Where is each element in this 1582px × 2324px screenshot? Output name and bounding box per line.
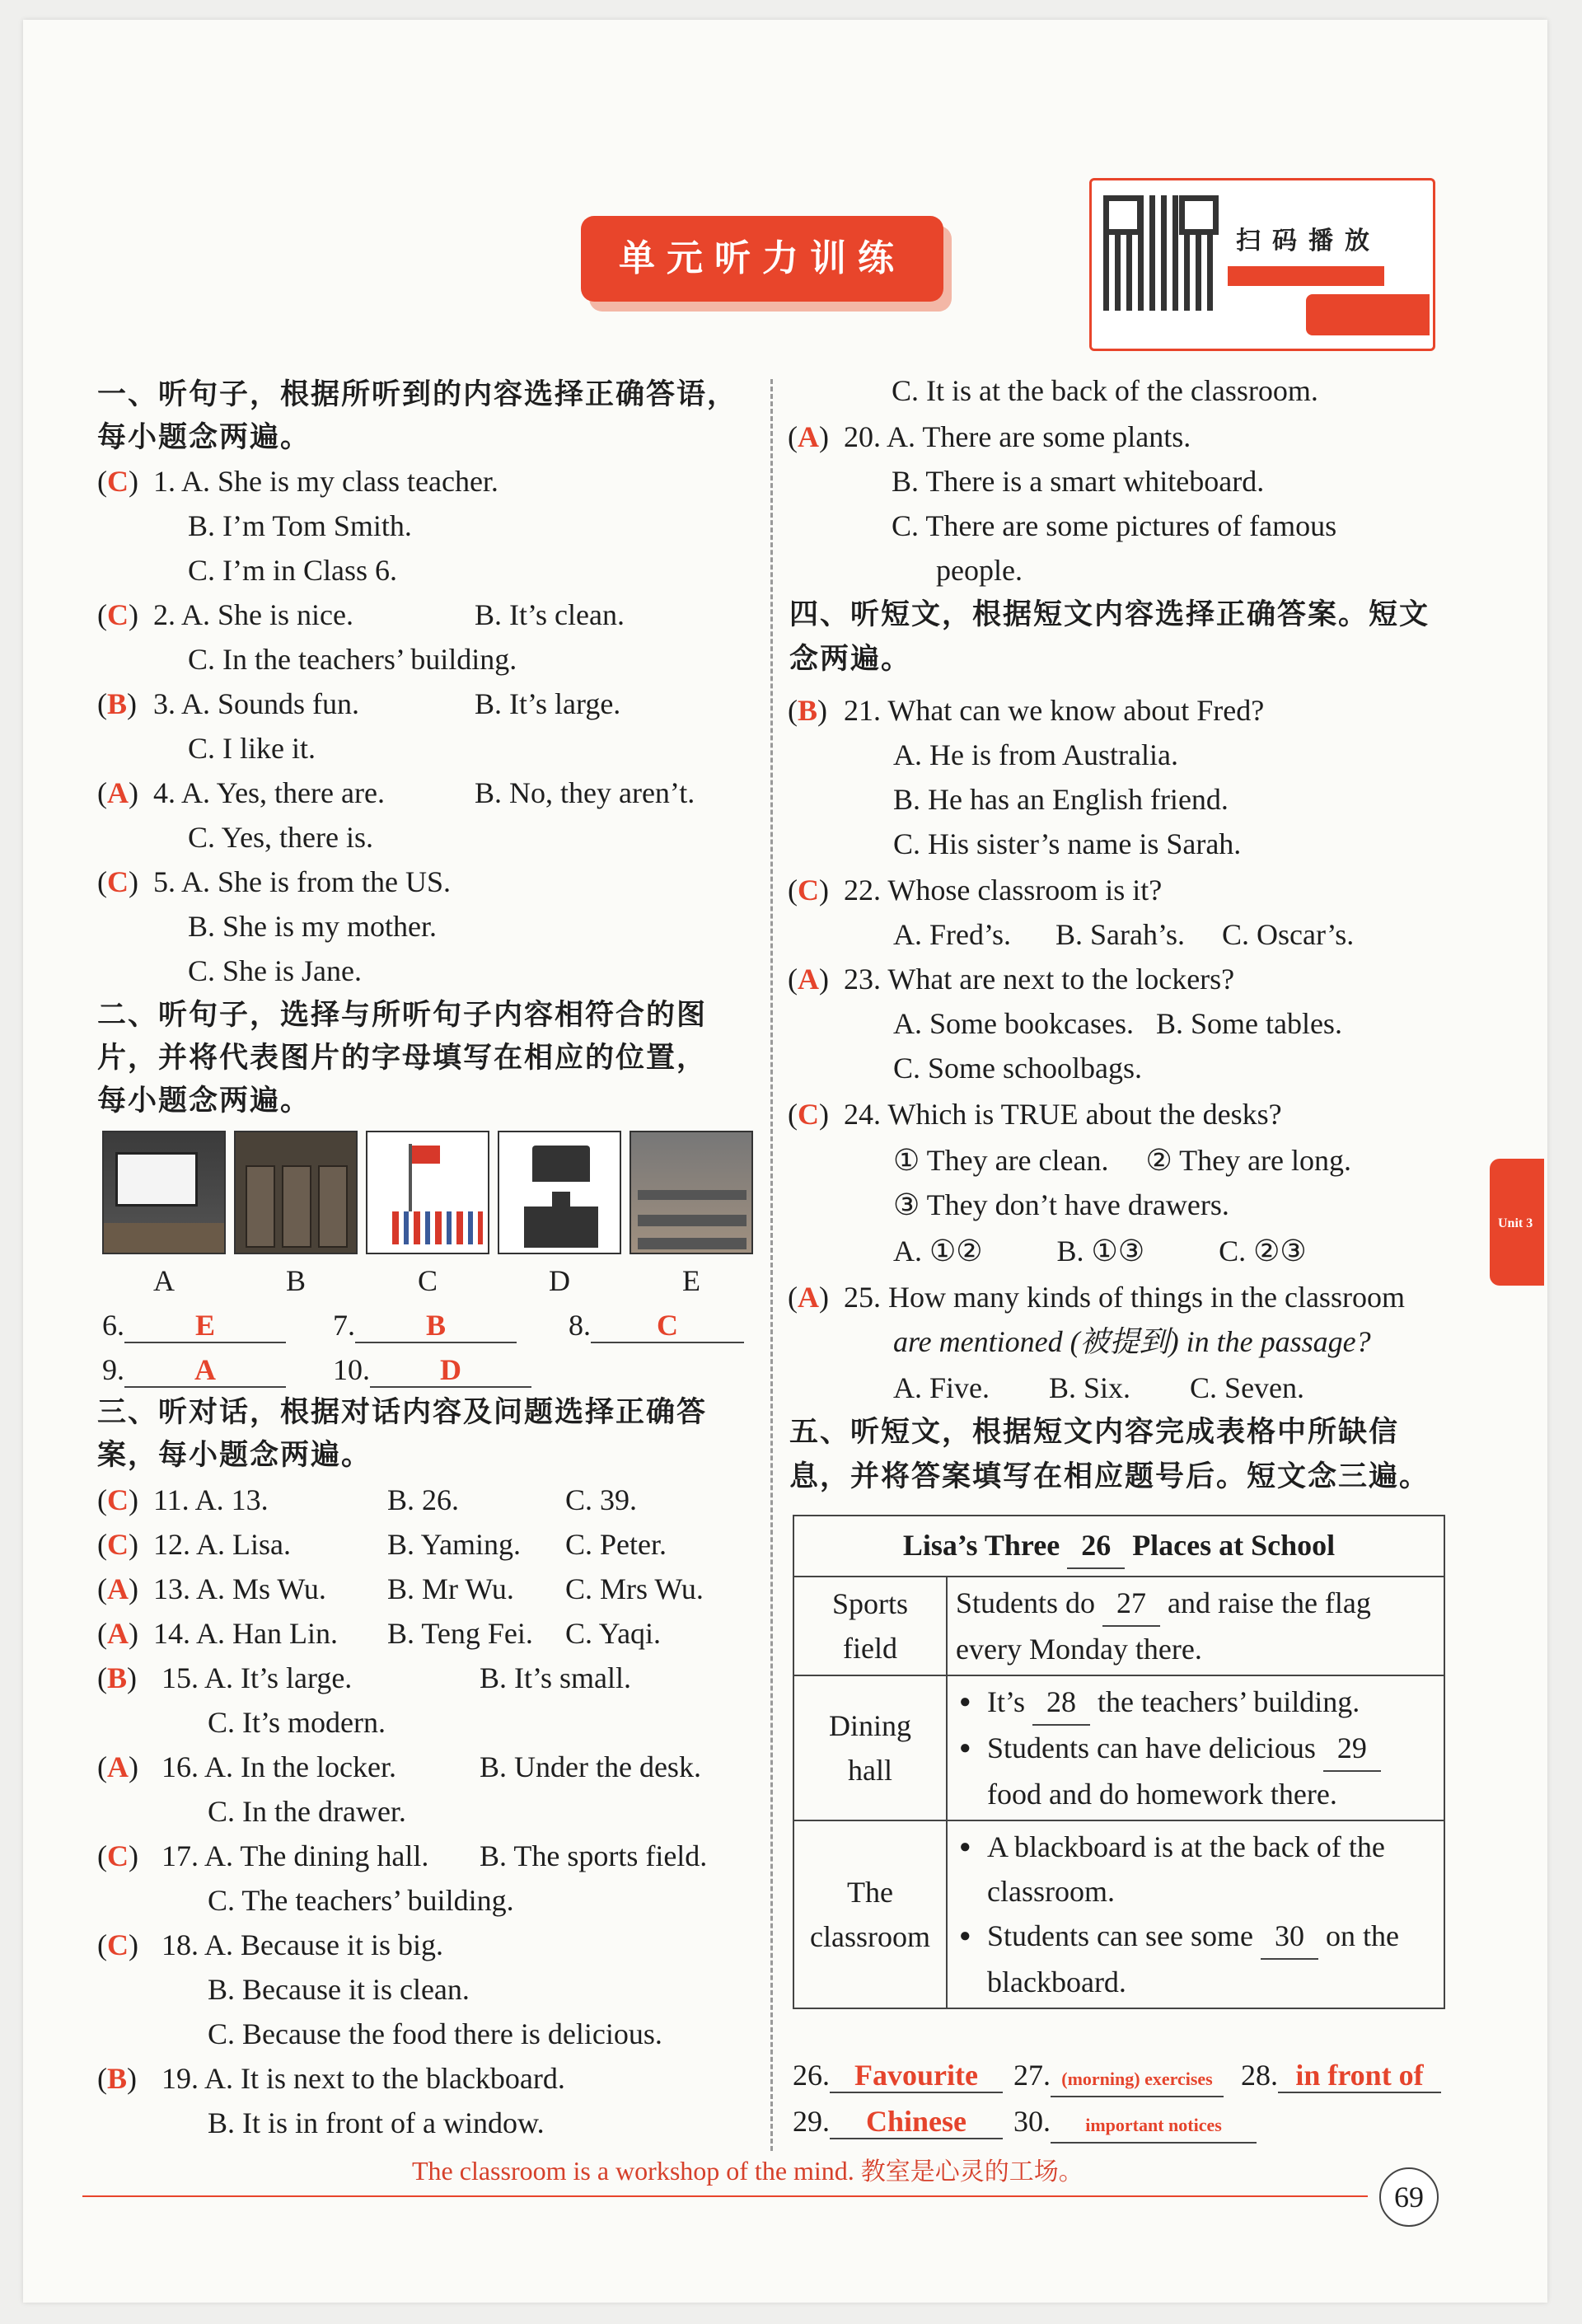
row-content-sports-field: Students do 27 and raise the flag every Monday there. bbox=[947, 1577, 1444, 1675]
q21-b: B. He has an English friend. bbox=[893, 783, 1229, 816]
q20-c: C. There are some pictures of famous bbox=[892, 509, 1337, 542]
q24: 24. Which is TRUE about the desks? bbox=[844, 1098, 1282, 1131]
q18-b: B. Because it is clean. bbox=[208, 1973, 470, 2006]
blank-10: 10. D bbox=[333, 1350, 531, 1389]
answer-paren: (A) bbox=[97, 776, 138, 809]
q11-a: 11. A. 13. bbox=[153, 1483, 269, 1516]
q21: 21. What can we know about Fred? bbox=[844, 694, 1265, 727]
qr-label: 扫码播放 bbox=[1236, 227, 1381, 255]
picture-label: E bbox=[682, 1264, 700, 1297]
q25-cont: are mentioned (被提到) in the passage? bbox=[893, 1325, 1371, 1358]
q13-c: C. Mrs Wu. bbox=[565, 1572, 704, 1605]
qr-decoration bbox=[1228, 266, 1384, 286]
q20-a: 20. A. There are some plants. bbox=[844, 420, 1191, 453]
q19-a: 19. A. It is next to the blackboard. bbox=[161, 2062, 565, 2095]
q18-c: C. Because the food there is delicious. bbox=[208, 2017, 662, 2050]
answer-30: 30. important notices bbox=[1013, 2101, 1257, 2144]
q22-options: A. Fred’s. B. Sarah’s. C. Oscar’s. bbox=[893, 918, 1355, 951]
answer-paren: (C) bbox=[97, 1483, 138, 1516]
picture-label: D bbox=[549, 1264, 570, 1297]
table-title: Lisa’s Three 26 Places at School bbox=[793, 1516, 1444, 1577]
q23: 23. What are next to the lockers? bbox=[844, 963, 1235, 996]
page-number: 69 bbox=[1379, 2167, 1439, 2227]
s3-heading: 案，每小题念两遍。 bbox=[97, 1439, 372, 1472]
q4-a: 4. A. Yes, there are. bbox=[153, 776, 385, 809]
answer-27: 27. (morning) exercises bbox=[1013, 2055, 1224, 2097]
q19-b: B. It is in front of a window. bbox=[208, 2106, 545, 2139]
info-table bbox=[793, 1515, 1445, 2009]
q21-c: C. His sister’s name is Sarah. bbox=[893, 827, 1242, 860]
q12-b: B. Yaming. bbox=[387, 1528, 522, 1561]
q2-b: B. It’s clean. bbox=[475, 598, 625, 631]
q24-statement-3: ③ They don’t have drawers. bbox=[893, 1188, 1229, 1221]
answer-26: 26. Favourite bbox=[793, 2055, 1003, 2095]
q16-a: 16. A. In the locker. bbox=[161, 1750, 396, 1783]
q1-a: 1. A. She is my class teacher. bbox=[153, 465, 498, 498]
q1-b: B. I’m Tom Smith. bbox=[188, 509, 412, 542]
answer-paren: (A) bbox=[97, 1750, 138, 1783]
q16-b: B. Under the desk. bbox=[480, 1750, 701, 1783]
qr-decoration bbox=[1306, 294, 1430, 335]
answer-paren: (C) bbox=[97, 1528, 138, 1561]
q4-b: B. No, they aren’t. bbox=[475, 776, 695, 809]
q19-c: C. It is at the back of the classroom. bbox=[892, 374, 1318, 407]
answer-paren: (A) bbox=[788, 1281, 829, 1314]
q3-a: 3. A. Sounds fun. bbox=[153, 687, 360, 720]
answer-28: 28. in front of bbox=[1241, 2055, 1441, 2095]
q25: 25. How many kinds of things in the classroom bbox=[844, 1281, 1405, 1314]
q14-b: B. Teng Fei. bbox=[387, 1617, 533, 1650]
answer-paren: (C) bbox=[788, 874, 829, 907]
answer-paren: (C) bbox=[788, 1098, 829, 1131]
q25-options: A. Five. B. Six. C. Seven. bbox=[893, 1371, 1305, 1404]
q5-b: B. She is my mother. bbox=[188, 910, 438, 943]
s2-heading: 片，并将代表图片的字母填写在相应的位置， bbox=[97, 1042, 708, 1075]
q3-b: B. It’s large. bbox=[475, 687, 621, 720]
answer-paren: (B) bbox=[97, 687, 138, 720]
q5-c: C. She is Jane. bbox=[188, 954, 362, 987]
s2-heading: 每小题念两遍。 bbox=[97, 1085, 311, 1117]
s1-heading: 每小题念两遍。 bbox=[97, 421, 311, 454]
answer-paren: (A) bbox=[788, 963, 829, 996]
blank-9: 9. A bbox=[102, 1350, 286, 1389]
row-label-classroom: The classroom bbox=[793, 1820, 947, 2008]
qr-panel[interactable] bbox=[1089, 178, 1435, 351]
q12-c: C. Peter. bbox=[565, 1528, 667, 1561]
answer-paren: (C) bbox=[97, 1839, 138, 1872]
q16-c: C. In the drawer. bbox=[208, 1795, 406, 1828]
answer-paren: (A) bbox=[97, 1572, 138, 1605]
answer-paren: (C) bbox=[97, 598, 138, 631]
answer-29: 29. Chinese bbox=[793, 2101, 1003, 2141]
row-content-classroom: ● A blackboard is at the back of the classroom. ● Students can see some 30 on the blackboard. bbox=[947, 1820, 1444, 2008]
answer-paren: (A) bbox=[97, 1617, 138, 1650]
q11-b: B. 26. bbox=[387, 1483, 460, 1516]
answer-paren: (B) bbox=[97, 2062, 138, 2095]
blank-8: 8. C bbox=[569, 1305, 744, 1345]
q20-b: B. There is a smart whiteboard. bbox=[892, 465, 1265, 498]
q15-a: 15. A. It’s large. bbox=[161, 1661, 353, 1694]
s4-heading: 四、听短文，根据短文内容选择正确答案。短文 bbox=[789, 598, 1430, 631]
picture-lockers bbox=[234, 1131, 358, 1254]
q11-c: C. 39. bbox=[565, 1483, 638, 1516]
picture-label: C bbox=[417, 1264, 438, 1297]
q24-options: A. ①② B. ①③ C. ②③ bbox=[893, 1235, 1307, 1267]
blank-6: 6. E bbox=[102, 1305, 286, 1345]
section-title: 单元听力训练 bbox=[581, 216, 943, 302]
footer-motto: The classroom is a workshop of the mind. 教室是心灵的工场。 bbox=[412, 2156, 1084, 2186]
q21-a: A. He is from Australia. bbox=[893, 738, 1178, 771]
picture-flag-raising bbox=[366, 1131, 489, 1254]
q20-c-cont: people. bbox=[936, 554, 1023, 587]
q17-b: B. The sports field. bbox=[480, 1839, 708, 1872]
q15-c: C. It’s modern. bbox=[208, 1706, 386, 1739]
q23-ab: A. Some bookcases. B. Some tables. bbox=[893, 1007, 1342, 1040]
qr-code-icon[interactable] bbox=[1103, 195, 1219, 311]
q22: 22. Whose classroom is it? bbox=[844, 874, 1163, 907]
picture-label: B bbox=[285, 1264, 306, 1297]
row-label-dining-hall: Dining hall bbox=[793, 1675, 947, 1820]
blank-7: 7. B bbox=[333, 1305, 517, 1345]
answer-paren: (A) bbox=[788, 420, 829, 453]
q12-a: 12. A. Lisa. bbox=[153, 1528, 291, 1561]
q14-c: C. Yaqi. bbox=[565, 1617, 662, 1650]
q3-c: C. I like it. bbox=[188, 732, 316, 765]
answer-paren: (C) bbox=[97, 1928, 138, 1961]
q13-a: 13. A. Ms Wu. bbox=[153, 1572, 326, 1605]
s2-heading: 二、听句子，选择与所听句子内容相符合的图 bbox=[97, 999, 708, 1032]
q1-c: C. I’m in Class 6. bbox=[188, 554, 398, 587]
s3-heading: 三、听对话，根据对话内容及问题选择正确答 bbox=[97, 1396, 708, 1429]
answer-paren: (C) bbox=[97, 865, 138, 898]
q14-a: 14. A. Han Lin. bbox=[153, 1617, 338, 1650]
q15-b: B. It’s small. bbox=[480, 1661, 632, 1694]
q17-a: 17. A. The dining hall. bbox=[161, 1839, 429, 1872]
picture-school-buildings bbox=[498, 1131, 621, 1254]
unit-tab: Unit 3 bbox=[1490, 1159, 1544, 1286]
answer-paren: (C) bbox=[97, 465, 138, 498]
row-content-dining-hall: ● It’s 28 the teachers’ building. ● Students can have delicious 29 food and do homework there. bbox=[947, 1675, 1444, 1820]
answer-paren: (B) bbox=[97, 1661, 138, 1694]
q4-c: C. Yes, there is. bbox=[188, 821, 374, 854]
picture-classroom-blackboard bbox=[102, 1131, 226, 1254]
answer-paren: (B) bbox=[788, 694, 828, 727]
q17-c: C. The teachers’ building. bbox=[208, 1884, 514, 1917]
column-divider bbox=[770, 379, 773, 2151]
footer-rule bbox=[82, 2195, 1368, 2197]
s5-heading: 五、听短文，根据短文内容完成表格中所缺信 bbox=[789, 1416, 1400, 1449]
q5-a: 5. A. She is from the US. bbox=[153, 865, 452, 898]
s5-heading: 息，并将答案填写在相应题号后。短文念三遍。 bbox=[789, 1460, 1430, 1493]
q24-statements: ① They are clean. ② They are long. bbox=[893, 1144, 1352, 1177]
row-label-sports-field: Sports field bbox=[793, 1577, 947, 1675]
q13-b: B. Mr Wu. bbox=[387, 1572, 514, 1605]
q23-c: C. Some schoolbags. bbox=[893, 1052, 1142, 1085]
q2-a: 2. A. She is nice. bbox=[153, 598, 353, 631]
q2-c: C. In the teachers’ building. bbox=[188, 643, 517, 676]
q18-a: 18. A. Because it is big. bbox=[161, 1928, 443, 1961]
s4-heading: 念两遍。 bbox=[789, 643, 912, 676]
picture-label: A bbox=[153, 1264, 175, 1297]
s1-heading: 一、听句子，根据所听到的内容选择正确答语， bbox=[97, 378, 738, 411]
picture-classroom-desks bbox=[630, 1131, 753, 1254]
